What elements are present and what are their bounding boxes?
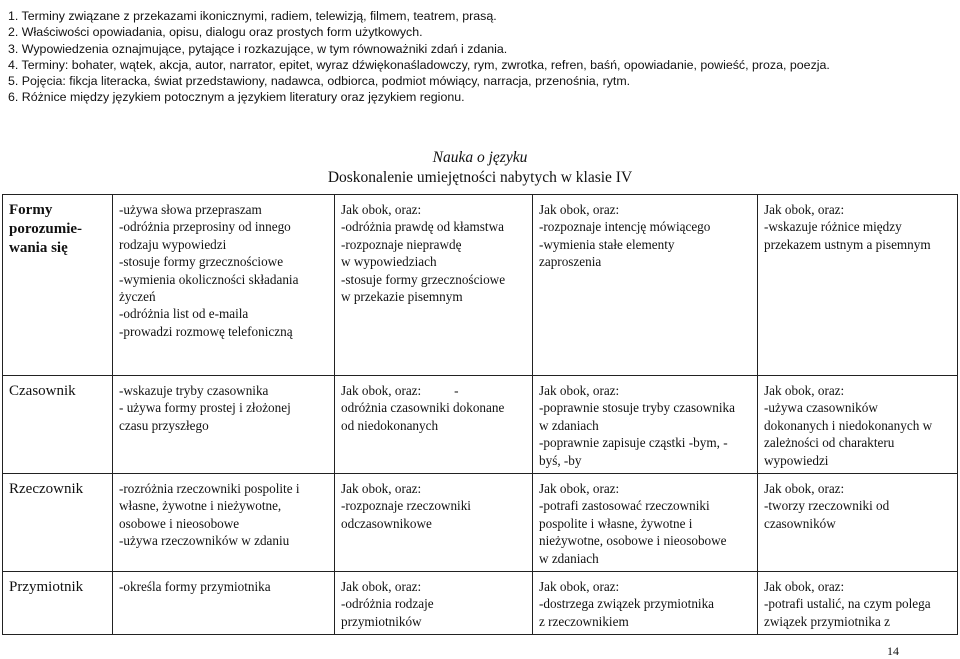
section-subtitle: Doskonalenie umiejętności nabytych w klasie IV xyxy=(327,169,633,186)
table-cell: Jak obok, oraz: -potrafi ustalić, na czym polega związek przymiotnika z xyxy=(758,572,958,635)
table-cell: Jak obok, oraz: -odróżnia prawdę od kłamstwa -rozpoznaje nieprawdę w wypowiedziach -stosuje formy grzecznościowe w przekazie pisemnym xyxy=(335,195,533,376)
table-cell: Jak obok, oraz: -dostrzega związek przymiotnika z rzeczownikiem xyxy=(533,572,758,635)
table-row xyxy=(3,195,958,376)
table-cell: Jak obok, oraz: -rozpoznaje intencję mówiącego -wymienia stałe elementy zaproszenia xyxy=(533,195,758,376)
table-cell: -rozróżnia rzeczowniki pospolite i własne, żywotne i nieżywotne, osobowe i nieosobowe -używa rzeczowników w zdaniu xyxy=(113,474,335,572)
page-number: 14 xyxy=(887,644,899,658)
table-cell: Jak obok, oraz: -używa czasowników dokonanych i niedokonanych w zależności od charakteru wypowiedzi xyxy=(758,376,958,474)
topic-list xyxy=(8,8,953,106)
table-cell: Jak obok, oraz: - odróżnia czasowniki dokonane od niedokonanych xyxy=(335,376,533,474)
list-item: 2. Właściwości opowiadania, opisu, dialogu oraz prostych form użytkowych. xyxy=(8,25,423,40)
row-header: Formy porozumie- wania się xyxy=(3,195,113,376)
table-cell: -określa formy przymiotnika xyxy=(113,572,335,635)
table-cell: Jak obok, oraz: -poprawnie stosuje tryby czasownika w zdaniach -poprawnie zapisuje cząstki -bym, - byś, -by xyxy=(533,376,758,474)
table-row xyxy=(3,572,958,635)
row-header: Czasownik xyxy=(3,376,113,474)
table-cell: -wskazuje tryby czasownika - używa formy prostej i złożonej czasu przyszłego xyxy=(113,376,335,474)
table-cell: -używa słowa przepraszam -odróżnia przeprosiny od innego rodzaju wypowiedzi -stosuje formy grzecznościowe -wymienia okoliczności składania życzeń -odróżnia list od e-maila -prowadzi rozmowę telefoniczną xyxy=(113,195,335,376)
table-cell: Jak obok, oraz: -wskazuje różnice między przekazem ustnym a pisemnym xyxy=(758,195,958,376)
table-row xyxy=(3,376,958,474)
table-cell: Jak obok, oraz: -rozpoznaje rzeczowniki odczasownikowe xyxy=(335,474,533,572)
row-header: Przymiotnik xyxy=(3,572,113,635)
section-title: Nauka o języku xyxy=(432,149,528,166)
list-item: 5. Pojęcia: fikcja literacka, świat przedstawiony, nadawca, odbiorca, podmiot mówiący, narracja, przenośnia, rytm. xyxy=(8,74,631,89)
list-item: 6. Różnice między językiem potocznym a językiem literatury oraz językiem regionu. xyxy=(8,90,465,105)
table-cell: Jak obok, oraz: -odróżnia rodzaje przymiotników xyxy=(335,572,533,635)
list-item: 1. Terminy związane z przekazami ikonicznymi, radiem, telewizją, filmem, teatrem, prasą. xyxy=(8,9,497,23)
row-header: Rzeczownik xyxy=(3,474,113,572)
list-item: 3. Wypowiedzenia oznajmujące, pytające i rozkazujące, w tym równoważniki zdań i zdania. xyxy=(8,41,508,56)
table-row xyxy=(3,474,958,572)
table-cell: Jak obok, oraz: -potrafi zastosować rzeczowniki pospolite i własne, żywotne i nieżywotne, osobowe i nieosobowe w zdaniach xyxy=(533,474,758,572)
table-cell: Jak obok, oraz: -tworzy rzeczowniki od czasowników xyxy=(758,474,958,572)
requirements-table xyxy=(2,194,958,635)
list-item: 4. Terminy: bohater, wątek, akcja, autor, narrator, epitet, wyraz dźwiękonaśladowczy, rym, zwrotka, refren, baśń, opowiadanie, powieść, proza, poezja. xyxy=(8,57,830,72)
